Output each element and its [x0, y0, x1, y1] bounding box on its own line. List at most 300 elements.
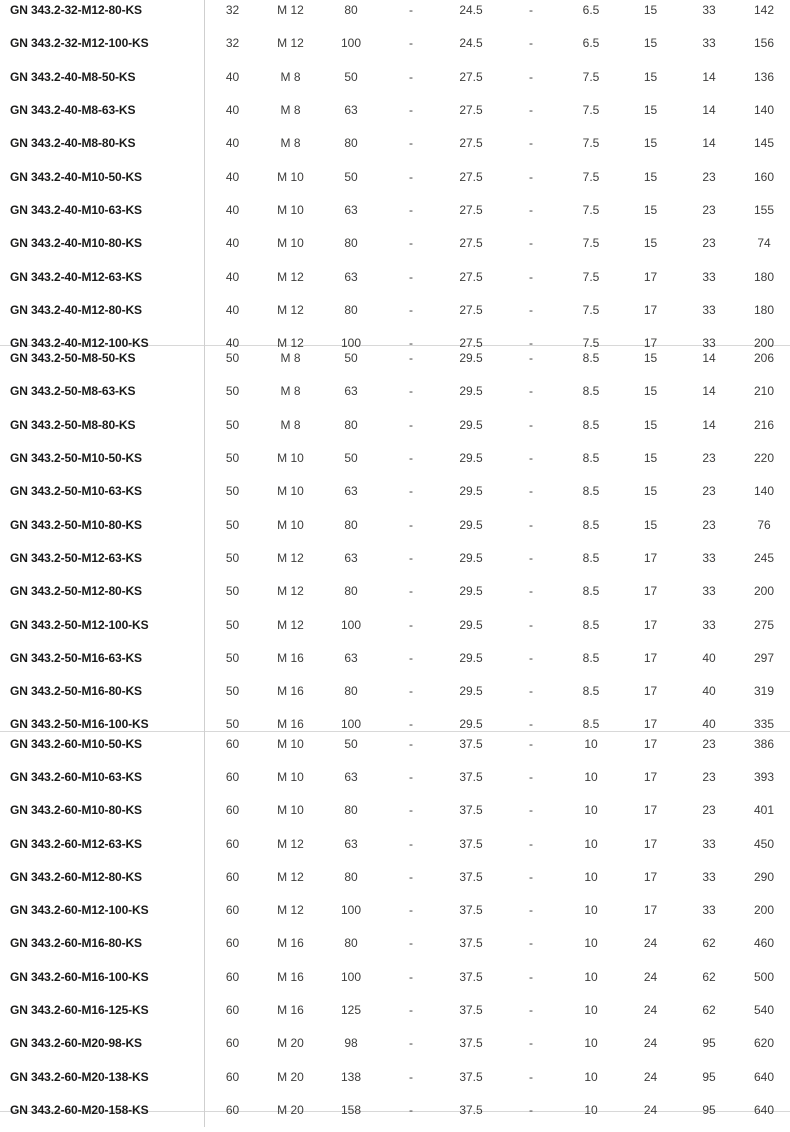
value-cell: - — [529, 484, 533, 499]
table-row — [0, 727, 790, 760]
value-cell: 33 — [702, 550, 716, 565]
value-cell: 27.5 — [459, 336, 483, 351]
value-cell: 50 — [225, 451, 240, 466]
table-row — [0, 60, 790, 93]
part-number-link[interactable]: GN 343.2-60-M16-80-KS — [0, 927, 205, 960]
value-cell: 7.5 — [582, 169, 600, 184]
value-cell: M 12 — [277, 584, 304, 599]
value-cell: M 12 — [277, 36, 304, 51]
value-cell: 160 — [753, 169, 775, 184]
value-cell: 8.5 — [582, 384, 600, 399]
value-cell: 17 — [643, 584, 658, 599]
value-cell: 60 — [225, 1003, 240, 1018]
value-cell: - — [409, 584, 413, 599]
part-number-link[interactable]: GN 343.2-50-M8-63-KS — [0, 375, 205, 408]
value-cell: - — [529, 903, 533, 918]
value-cell: 50 — [225, 650, 240, 665]
value-cell: 145 — [753, 136, 775, 151]
value-cell: 155 — [753, 202, 775, 217]
value-cell: M 20 — [277, 1036, 304, 1051]
table-row — [0, 408, 790, 441]
value-cell: 10 — [584, 1069, 598, 1084]
value-cell: 200 — [753, 336, 775, 351]
part-number-link[interactable]: GN 343.2-32-M12-100-KS — [0, 27, 205, 60]
value-cell: 23 — [702, 769, 716, 784]
part-number-link[interactable]: GN 343.2-60-M20-138-KS — [0, 1060, 205, 1093]
value-cell: 15 — [643, 351, 658, 366]
part-number-link[interactable]: GN 343.2-50-M12-100-KS — [0, 608, 205, 641]
part-number-link[interactable]: GN 343.2-60-M16-125-KS — [0, 993, 205, 1026]
value-cell: 63 — [344, 484, 358, 499]
table-section-2 — [0, 342, 790, 733]
value-cell: 29.5 — [459, 684, 483, 699]
value-cell: 37.5 — [459, 769, 483, 784]
table-row — [0, 0, 790, 27]
value-cell: 40 — [702, 650, 716, 665]
value-cell: 29.5 — [459, 617, 483, 632]
table-section-1 — [0, 0, 790, 351]
value-cell: 640 — [753, 1069, 775, 1084]
value-cell: 100 — [340, 969, 362, 984]
part-number-link[interactable]: GN 343.2-50-M12-63-KS — [0, 541, 205, 574]
value-cell: - — [409, 550, 413, 565]
value-cell: 50 — [225, 417, 240, 432]
part-number-link[interactable]: GN 343.2-40-M12-80-KS — [0, 293, 205, 326]
value-cell: M 8 — [280, 351, 301, 366]
table-row — [0, 93, 790, 126]
value-cell: 63 — [344, 384, 358, 399]
value-cell: 180 — [753, 302, 775, 317]
value-cell: 63 — [344, 269, 358, 284]
value-cell: 27.5 — [459, 103, 483, 118]
value-cell: - — [409, 451, 413, 466]
value-cell: 80 — [344, 803, 358, 818]
value-cell: - — [529, 236, 533, 251]
value-cell: 7.5 — [582, 269, 600, 284]
value-cell: 63 — [344, 836, 358, 851]
value-cell: 33 — [702, 3, 716, 18]
value-cell: 23 — [702, 202, 716, 217]
value-cell: - — [409, 136, 413, 151]
value-cell: 17 — [643, 869, 658, 884]
value-cell: 63 — [344, 769, 358, 784]
value-cell: - — [409, 202, 413, 217]
value-cell: 80 — [344, 136, 358, 151]
part-number-link[interactable]: GN 343.2-60-M10-50-KS — [0, 727, 205, 760]
value-cell: 7.5 — [582, 302, 600, 317]
value-cell: 100 — [340, 903, 362, 918]
value-cell: 138 — [340, 1069, 362, 1084]
value-cell: M 12 — [277, 336, 304, 351]
value-cell: M 20 — [277, 1069, 304, 1084]
value-cell: - — [409, 302, 413, 317]
value-cell: 76 — [757, 517, 771, 532]
value-cell: 17 — [643, 302, 658, 317]
value-cell: - — [529, 417, 533, 432]
value-cell: 29.5 — [459, 550, 483, 565]
value-cell: 8.5 — [582, 451, 600, 466]
value-cell: 156 — [753, 36, 775, 51]
value-cell: 460 — [753, 936, 775, 951]
part-number-link[interactable]: GN 343.2-60-M12-100-KS — [0, 893, 205, 926]
value-cell: 24 — [643, 936, 658, 951]
value-cell: 15 — [643, 3, 658, 18]
value-cell: 23 — [702, 236, 716, 251]
value-cell: 63 — [344, 550, 358, 565]
value-cell: 60 — [225, 1069, 240, 1084]
value-cell: 136 — [753, 69, 775, 84]
value-cell: 335 — [753, 717, 775, 732]
value-cell: - — [529, 36, 533, 51]
value-cell: 393 — [753, 769, 775, 784]
value-cell: 40 — [225, 136, 240, 151]
value-cell: M 10 — [277, 236, 304, 251]
value-cell: 210 — [753, 384, 775, 399]
part-number-link[interactable]: GN 343.2-50-M10-63-KS — [0, 475, 205, 508]
value-cell: 386 — [753, 736, 775, 751]
value-cell: - — [529, 351, 533, 366]
value-cell: - — [409, 69, 413, 84]
value-cell: 8.5 — [582, 417, 600, 432]
value-cell: - — [409, 736, 413, 751]
value-cell: - — [529, 69, 533, 84]
value-cell: 95 — [702, 1102, 716, 1117]
value-cell: - — [409, 969, 413, 984]
value-cell: 33 — [702, 617, 716, 632]
value-cell: 50 — [225, 517, 240, 532]
value-cell: 95 — [702, 1069, 716, 1084]
table-row — [0, 160, 790, 193]
value-cell: 10 — [584, 769, 598, 784]
value-cell: M 12 — [277, 302, 304, 317]
value-cell: 140 — [753, 103, 775, 118]
table-row — [0, 1093, 790, 1126]
value-cell: 8.5 — [582, 584, 600, 599]
value-cell: 40 — [225, 103, 240, 118]
value-cell: 80 — [344, 869, 358, 884]
value-cell: M 10 — [277, 202, 304, 217]
value-cell: 450 — [753, 836, 775, 851]
value-cell: M 12 — [277, 550, 304, 565]
table-row — [0, 441, 790, 474]
value-cell: 63 — [344, 103, 358, 118]
value-cell: 140 — [753, 484, 775, 499]
value-cell: 27.5 — [459, 202, 483, 217]
value-cell: M 8 — [280, 69, 301, 84]
value-cell: 7.5 — [582, 69, 600, 84]
value-cell: 100 — [340, 717, 362, 732]
value-cell: - — [529, 384, 533, 399]
value-cell: - — [529, 869, 533, 884]
value-cell: 98 — [344, 1036, 358, 1051]
part-number-link[interactable]: GN 343.2-50-M16-100-KS — [0, 708, 205, 741]
value-cell: 10 — [584, 803, 598, 818]
value-cell: 8.5 — [582, 684, 600, 699]
value-cell: 27.5 — [459, 136, 483, 151]
value-cell: 125 — [340, 1003, 362, 1018]
value-cell: - — [409, 1003, 413, 1018]
part-number-link[interactable]: GN 343.2-50-M10-80-KS — [0, 508, 205, 541]
value-cell: 62 — [702, 1003, 716, 1018]
value-cell: 24.5 — [459, 3, 483, 18]
value-cell: 29.5 — [459, 650, 483, 665]
value-cell: 63 — [344, 650, 358, 665]
value-cell: M 10 — [277, 736, 304, 751]
value-cell: 10 — [584, 903, 598, 918]
value-cell: 40 — [702, 684, 716, 699]
value-cell: M 20 — [277, 1102, 304, 1117]
value-cell: 60 — [225, 803, 240, 818]
value-cell: M 12 — [277, 269, 304, 284]
value-cell: 50 — [344, 69, 358, 84]
value-cell: 17 — [643, 717, 658, 732]
value-cell: - — [529, 517, 533, 532]
value-cell: 8.5 — [582, 617, 600, 632]
value-cell: 33 — [702, 903, 716, 918]
value-cell: 60 — [225, 869, 240, 884]
value-cell: - — [529, 550, 533, 565]
table-row — [0, 508, 790, 541]
value-cell: 620 — [753, 1036, 775, 1051]
part-number-link[interactable]: GN 343.2-40-M10-50-KS — [0, 160, 205, 193]
value-cell: 50 — [225, 550, 240, 565]
value-cell: 40 — [225, 236, 240, 251]
table-section-3 — [0, 727, 790, 1117]
value-cell: 14 — [702, 417, 716, 432]
value-cell: 23 — [702, 803, 716, 818]
value-cell: M 12 — [277, 836, 304, 851]
value-cell: - — [529, 803, 533, 818]
table-row — [0, 293, 790, 326]
value-cell: 33 — [702, 336, 716, 351]
value-cell: - — [529, 836, 533, 851]
value-cell: M 16 — [277, 1003, 304, 1018]
value-cell: 23 — [702, 169, 716, 184]
value-cell: 60 — [225, 1102, 240, 1117]
part-number-link[interactable]: GN 343.2-40-M10-80-KS — [0, 227, 205, 260]
value-cell: 245 — [753, 550, 775, 565]
value-cell: M 10 — [277, 517, 304, 532]
value-cell: 50 — [344, 736, 358, 751]
value-cell: 10 — [584, 936, 598, 951]
value-cell: 50 — [225, 484, 240, 499]
part-number-link[interactable]: GN 343.2-40-M8-63-KS — [0, 93, 205, 126]
value-cell: 50 — [225, 717, 240, 732]
value-cell: 17 — [643, 769, 658, 784]
value-cell: - — [529, 969, 533, 984]
value-cell: 40 — [225, 269, 240, 284]
value-cell: - — [529, 617, 533, 632]
value-cell: 220 — [753, 451, 775, 466]
table-row — [0, 993, 790, 1026]
value-cell: 29.5 — [459, 417, 483, 432]
part-number-link[interactable]: GN 343.2-40-M10-63-KS — [0, 193, 205, 226]
value-cell: 7.5 — [582, 202, 600, 217]
value-cell: 80 — [344, 417, 358, 432]
part-number-link[interactable]: GN 343.2-40-M12-63-KS — [0, 260, 205, 293]
part-number-link[interactable]: GN 343.2-50-M8-80-KS — [0, 408, 205, 441]
value-cell: 23 — [702, 736, 716, 751]
value-cell: 37.5 — [459, 903, 483, 918]
value-cell: - — [409, 103, 413, 118]
value-cell: 80 — [344, 517, 358, 532]
value-cell: 60 — [225, 769, 240, 784]
value-cell: 60 — [225, 969, 240, 984]
value-cell: 32 — [225, 3, 240, 18]
value-cell: 23 — [702, 517, 716, 532]
value-cell: 14 — [702, 351, 716, 366]
value-cell: M 8 — [280, 136, 301, 151]
value-cell: - — [409, 936, 413, 951]
part-number-link[interactable]: GN 343.2-60-M20-98-KS — [0, 1027, 205, 1060]
value-cell: 14 — [702, 384, 716, 399]
value-cell: 17 — [643, 550, 658, 565]
part-number-link[interactable]: GN 343.2-60-M12-63-KS — [0, 827, 205, 860]
value-cell: 33 — [702, 269, 716, 284]
value-cell: 17 — [643, 269, 658, 284]
value-cell: 6.5 — [582, 3, 600, 18]
value-cell: 40 — [225, 169, 240, 184]
value-cell: 319 — [753, 684, 775, 699]
value-cell: - — [529, 936, 533, 951]
value-cell: 200 — [753, 903, 775, 918]
part-number-link[interactable]: GN 343.2-50-M12-80-KS — [0, 575, 205, 608]
value-cell: 10 — [584, 1003, 598, 1018]
part-number-link[interactable]: GN 343.2-50-M16-63-KS — [0, 641, 205, 674]
table-row — [0, 260, 790, 293]
value-cell: M 16 — [277, 936, 304, 951]
value-cell: - — [529, 769, 533, 784]
value-cell: - — [529, 1069, 533, 1084]
value-cell: 7.5 — [582, 136, 600, 151]
value-cell: 37.5 — [459, 803, 483, 818]
value-cell: 37.5 — [459, 1069, 483, 1084]
value-cell: 10 — [584, 736, 598, 751]
part-number-link[interactable]: GN 343.2-50-M16-80-KS — [0, 674, 205, 707]
value-cell: M 10 — [277, 169, 304, 184]
value-cell: 37.5 — [459, 1036, 483, 1051]
value-cell: 17 — [643, 836, 658, 851]
part-number-link[interactable]: GN 343.2-60-M16-100-KS — [0, 960, 205, 993]
part-number-link[interactable]: GN 343.2-60-M10-80-KS — [0, 794, 205, 827]
table-row — [0, 375, 790, 408]
value-cell: 6.5 — [582, 36, 600, 51]
value-cell: 37.5 — [459, 836, 483, 851]
value-cell: 15 — [643, 236, 658, 251]
value-cell: 142 — [753, 3, 775, 18]
value-cell: 27.5 — [459, 302, 483, 317]
value-cell: 37.5 — [459, 869, 483, 884]
value-cell: M 10 — [277, 803, 304, 818]
value-cell: M 16 — [277, 650, 304, 665]
table-row — [0, 575, 790, 608]
value-cell: - — [529, 136, 533, 151]
value-cell: 15 — [643, 517, 658, 532]
value-cell: 29.5 — [459, 484, 483, 499]
table-row — [0, 608, 790, 641]
value-cell: 24.5 — [459, 36, 483, 51]
part-number-link[interactable]: GN 343.2-32-M12-80-KS — [0, 0, 205, 27]
value-cell: 24 — [643, 1003, 658, 1018]
value-cell: 40 — [225, 202, 240, 217]
value-cell: 15 — [643, 103, 658, 118]
value-cell: 8.5 — [582, 517, 600, 532]
table-row — [0, 860, 790, 893]
value-cell: 17 — [643, 617, 658, 632]
value-cell: 60 — [225, 903, 240, 918]
table-row — [0, 227, 790, 260]
value-cell: - — [409, 617, 413, 632]
value-cell: - — [409, 351, 413, 366]
value-cell: 24 — [643, 1036, 658, 1051]
part-number-link[interactable]: GN 343.2-60-M20-158-KS — [0, 1093, 205, 1126]
value-cell: - — [529, 451, 533, 466]
value-cell: 290 — [753, 869, 775, 884]
table-row — [0, 960, 790, 993]
value-cell: 74 — [757, 236, 771, 251]
table-row — [0, 1060, 790, 1093]
value-cell: 24 — [643, 969, 658, 984]
value-cell: 29.5 — [459, 517, 483, 532]
value-cell: M 16 — [277, 684, 304, 699]
value-cell: 17 — [643, 650, 658, 665]
part-number-link[interactable]: GN 343.2-60-M10-63-KS — [0, 760, 205, 793]
value-cell: - — [409, 717, 413, 732]
value-cell: 216 — [753, 417, 775, 432]
value-cell: - — [529, 736, 533, 751]
value-cell: 200 — [753, 584, 775, 599]
value-cell: 29.5 — [459, 351, 483, 366]
value-cell: - — [529, 1003, 533, 1018]
value-cell: 40 — [225, 302, 240, 317]
value-cell: - — [409, 903, 413, 918]
value-cell: 8.5 — [582, 650, 600, 665]
value-cell: 8.5 — [582, 717, 600, 732]
value-cell: 14 — [702, 136, 716, 151]
part-number-link[interactable]: GN 343.2-60-M12-80-KS — [0, 860, 205, 893]
value-cell: 37.5 — [459, 969, 483, 984]
value-cell: M 10 — [277, 769, 304, 784]
part-number-link[interactable]: GN 343.2-40-M8-50-KS — [0, 60, 205, 93]
value-cell: 7.5 — [582, 236, 600, 251]
part-number-link[interactable]: GN 343.2-50-M10-50-KS — [0, 441, 205, 474]
value-cell: 8.5 — [582, 351, 600, 366]
part-number-link[interactable]: GN 343.2-40-M12-100-KS — [0, 326, 205, 359]
value-cell: - — [409, 1036, 413, 1051]
value-cell: - — [529, 717, 533, 732]
value-cell: 10 — [584, 969, 598, 984]
value-cell: - — [409, 236, 413, 251]
value-cell: - — [409, 1069, 413, 1084]
table-row — [0, 1027, 790, 1060]
value-cell: 80 — [344, 3, 358, 18]
value-cell: - — [409, 517, 413, 532]
value-cell: 50 — [225, 351, 240, 366]
value-cell: 500 — [753, 969, 775, 984]
value-cell: 15 — [643, 136, 658, 151]
part-number-link[interactable]: GN 343.2-40-M8-80-KS — [0, 127, 205, 160]
value-cell: 100 — [340, 36, 362, 51]
value-cell: 62 — [702, 969, 716, 984]
value-cell: 50 — [225, 684, 240, 699]
value-cell: - — [529, 269, 533, 284]
value-cell: 37.5 — [459, 1102, 483, 1117]
value-cell: 40 — [702, 717, 716, 732]
value-cell: 297 — [753, 650, 775, 665]
part-number-link[interactable]: GN 343.2-50-M8-50-KS — [0, 342, 205, 375]
value-cell: 95 — [702, 1036, 716, 1051]
value-cell: M 16 — [277, 969, 304, 984]
